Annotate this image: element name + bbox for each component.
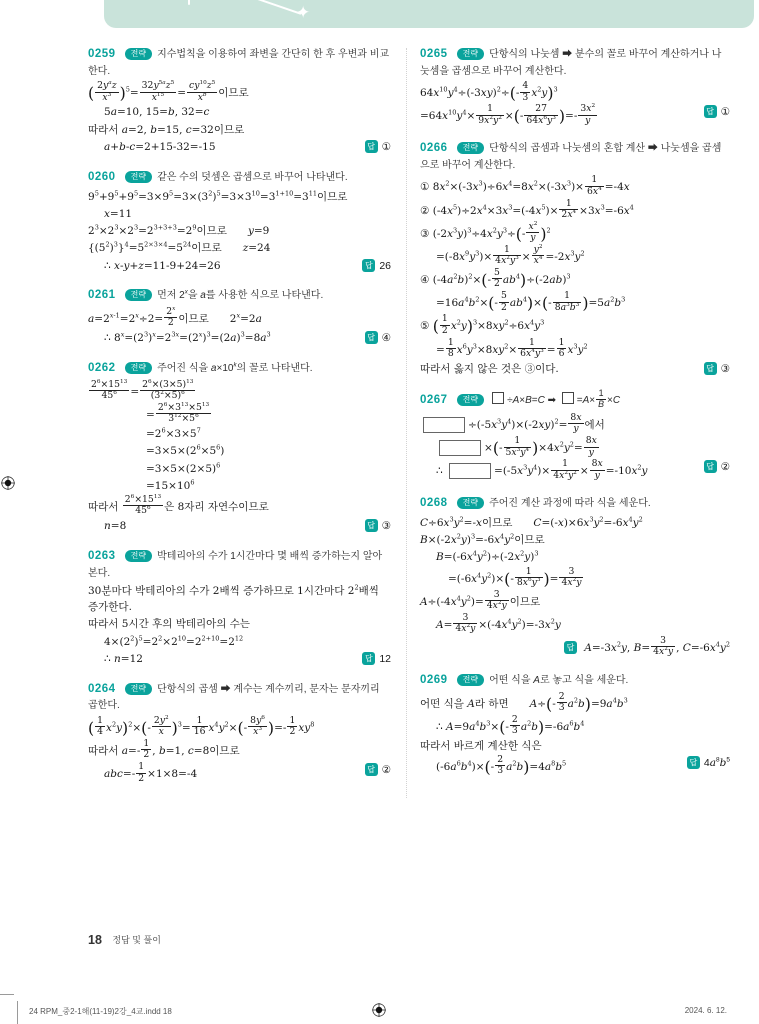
solution-line: $=16a^4b^2\times(-$ $\frac{5}{2}$ $ab^4)\times(-$ $\frac{1}{8a^3b^3}$ )$=5a^2b^3$: [436, 290, 626, 313]
solution-line: ( $\frac{1}{4}$ $x^2y)^2\times(-$ $\frac{2y^2}{x}$ )$^3$= $\frac{1}{16}$ $x^4y^2\times(-$ $\frac{8y^6}{x^3}$ )=- $\frac{1}{2}$ $xy^8$: [88, 714, 315, 738]
solution-line: $2^3\times 2^3\times 2^3=2^{3+3+3}=2^9$이므로 y=9: [88, 223, 270, 238]
problem-0266: [420, 140, 730, 377]
strategy-badge: 전략: [125, 48, 152, 60]
answer: [704, 362, 730, 378]
problem-header: [88, 287, 391, 305]
answer-value: 12: [379, 652, 391, 665]
problem-0265: [420, 46, 730, 127]
solution-line: $A\div(-4x^4y^2)=$ $\frac{3}{4x^2y}$ 이므로: [420, 588, 541, 612]
solution-line: 답 ② ∴ $=(-5x^3y^4)\times$ $\frac{1}{4x^2y^2}$ × $\frac{8x}{y}$ $=-10x^2y$: [436, 458, 730, 481]
answer: [365, 140, 391, 156]
problem-header: [420, 46, 730, 79]
answer: [687, 756, 730, 772]
problem-number: 0266: [420, 142, 448, 155]
page-footer-label: 정답 및 풀이: [112, 935, 161, 945]
solution-line: 따라서 5시간 후의 박테리아의 수는: [88, 618, 251, 631]
strategy-badge: 전략: [125, 362, 152, 374]
solution-line: $4\times(2^2)^5=2^2\times 2^{10}=2^{2+10}=2^{12}$: [104, 634, 244, 648]
answer-line: 답 $A=-3x^2y$, B= $\frac{3}{4x^2y}$ , $C=-6x^4y^2$: [420, 637, 730, 659]
problem-header: [88, 169, 391, 187]
crop-mark-horizontal: [0, 994, 14, 995]
strategy-text: 지수법칙을 이용하여 좌변을 간단히 한 후 우변과 비교한다.: [88, 49, 390, 77]
solution-line: ∴ $A=9a^4b^3\times(-$ $\frac{2}{3}$ $a^2b)=-6a^6b^4$: [436, 713, 585, 737]
problem-number: 0259: [88, 48, 116, 60]
problem-number: 0264: [88, 682, 116, 695]
problem-number: 0263: [88, 550, 116, 563]
strategy-badge: 전략: [457, 497, 484, 509]
problem-number: 0268: [420, 497, 448, 510]
solution-line: $C\div 6x^3y^2=-x$이므로 $C=(-x)\times 6x^3y^2=-6x^4y^2$: [420, 515, 643, 529]
problem-header: [420, 390, 730, 411]
top-decoration-banner: [104, 0, 754, 28]
blank-box: [423, 417, 465, 433]
problem-0261: [88, 287, 391, 347]
solution-line: 따라서 $\frac{2^6\times 15^{13}}{45^6}$ 은 8자리 자연수이므로: [88, 494, 269, 517]
solution-line: $=3\times 5\times(2\times 5)^6$: [146, 461, 221, 475]
answer-badge: 답: [362, 259, 375, 272]
strategy-text: 단항식의 나눗셈 ➡ 분수의 꼴로 바꾸어 계산하거나 나눗셈을 곱셈으로 바꾸어 계산한다.: [420, 49, 722, 77]
solution-line: 답 ① a+b-c=2+15-32=-15: [88, 140, 391, 156]
answer: [362, 652, 391, 668]
solution-line: 따라서 a=- $\frac{1}{2}$ , b=1, c=8이므로: [88, 738, 240, 761]
problem-header: [88, 681, 391, 714]
answer-badge: 답: [704, 105, 717, 118]
solution-line: = $\frac{2^6\times 3^{13}\times 5^{13}}{3^{12}\times 5^6}$: [146, 401, 210, 425]
answer-value: ②: [381, 764, 391, 777]
problem-0262: [88, 360, 391, 535]
problem-header: [88, 548, 391, 581]
strategy-text: 주어진 식을 $a\times 10^k$의 꼴로 나타낸다.: [157, 361, 313, 374]
left-column: [88, 46, 391, 798]
strategy-badge: 전략: [457, 394, 484, 406]
answer-badge: 답: [365, 140, 378, 153]
solution-line: 따라서 바르게 계산한 식은: [420, 739, 542, 752]
solution-line: $=(-8x^9y^3)\times$ $\frac{1}{4x^2y^3}$ × $\frac{y^2}{x^4}$ $=-2x^3y^2$: [436, 243, 585, 267]
solution-line: 답 ③ n=8: [88, 519, 391, 535]
small-square: [492, 392, 504, 404]
problem-number: 0269: [420, 673, 448, 686]
decoration-line-icon: [188, 0, 190, 5]
solution-line: ④ $(-4a^2b)^2\times(-$ $\frac{5}{2}$ $ab^4)\div(-2ab)^3$: [420, 267, 571, 290]
problem-0269: [420, 672, 730, 778]
problem-number: 0267: [420, 394, 448, 407]
strategy-badge: 전략: [457, 142, 484, 154]
solution-line: A= $\frac{3}{4x^2y}$ $\times(-4x^4y^2)=-3x^2y$: [436, 611, 561, 635]
problem-number: 0265: [420, 48, 448, 60]
solution-line: 답 ① $=64x^{10}y^4\times$ $\frac{1}{9x^2y^2}$ ×(- $\frac{27}{64x^6y^3}$ )=- $\frac{3x^2}{y}$: [420, 103, 730, 126]
solution-line: x=11: [104, 207, 133, 220]
answer-badge: 답: [365, 763, 378, 776]
strategy-text: 같은 수의 덧셈은 곱셈으로 바꾸어 나타낸다.: [157, 171, 348, 183]
blank-box: [449, 463, 491, 479]
solution-line: 어떤 식을 A라 하면 A÷(- $\frac{2}{3}$ $a^2b)=9a^4b^3$: [420, 690, 628, 713]
problem-0259: [88, 46, 391, 156]
strategy-badge: 전략: [457, 48, 484, 60]
problem-header: [420, 495, 730, 513]
solution-line: $=3\times 5\times(2^6\times 5^6)$: [146, 443, 225, 458]
problem-number: 0261: [88, 289, 116, 302]
solution-line: 답 $4a^8b^5$ $(-6a^6b^4)\times(-$ $\frac{2}{3}$ $a^2b)=4a^8b^5$: [436, 754, 730, 777]
solution-line: ( $2y^az$ $x^3$ )$^5$= $\frac{32y^{5a}z^5}{x^{15}}$ = $\frac{cy^{10}z^5}{x^b}$ 이므로: [88, 80, 249, 103]
strategy-text: ÷A×B=C ➡ =A× $\frac{1}{B}$ ×C: [489, 395, 620, 406]
answer-badge: 답: [365, 519, 378, 532]
sparkle-star-icon: ✦: [296, 3, 311, 22]
answer-value: 26: [379, 259, 391, 272]
strategy-text: 단항식의 곱셈 ➡ 계수는 계수끼리, 문자는 문자끼리 곱한다.: [88, 683, 380, 712]
answer-badge: 답: [704, 460, 717, 473]
solution-line: $\frac{2^6\times 15^{13}}{45^6}$ = $\frac{2^6\times(3\times 5)^{13}}{(3^2\times 5)^6}$: [91, 378, 194, 402]
solution-line: 답 26 ∴ x-y+z=11-9+24=26: [88, 259, 391, 275]
solution-line: $9^5+9^5+9^5=3\times 9^5=3\times(3^2)^5=3\times 3^{10}=3^{1+10}=3^{11}$이므로: [88, 189, 348, 203]
answer-badge: 답: [362, 652, 375, 665]
page-number: 18: [88, 933, 102, 947]
answer-badge: 답: [704, 362, 717, 375]
solution-line: 답 ③ 따라서 옳지 않은 것은 ③이다.: [420, 362, 730, 378]
strategy-text: 주어진 계산 과정에 따라 식을 세운다.: [489, 498, 651, 510]
solution-line: 답 ④ ∴ $8^x=(2^3)^x=2^{3x}=(2^x)^3=(2a)^3=8a^3$: [88, 331, 391, 347]
problem-number: 0262: [88, 362, 116, 374]
blank-box: [439, 440, 481, 456]
solution-line: 30분마다 박테리아의 수가 2배씩 증가하므로 1시간마다 $2^2$배씩 증가한다.: [88, 583, 379, 614]
crop-mark-vertical: [17, 1001, 18, 1024]
print-file-info: 24 RPM_중2-1해(11-19)2강_4교.indd 18: [29, 1007, 172, 1016]
solution-line: $B=(-6x^4y^2)\div(-2x^2y)^3$: [436, 549, 539, 564]
solution-line: 따라서 a=2, b=15, c=32이므로: [88, 123, 245, 136]
problem-0264: [88, 681, 391, 785]
answer-badge: 답: [564, 641, 577, 654]
answer: [365, 519, 391, 535]
answer: [704, 105, 730, 121]
solution-line: ① $8x^2\times(-3x^3)\div 6x^4=8x^2\times(-3x^3)\times$ $\frac{1}{6x^4}$ =-4x: [420, 174, 630, 197]
answer-badge: 답: [365, 331, 378, 344]
problem-0263: [88, 548, 391, 668]
solutions-content: [88, 46, 730, 798]
strategy-text: 단항식의 곱셈과 나눗셈의 혼합 계산 ➡ 나눗셈을 곱셈으로 바꾸어 계산한다.: [420, 143, 722, 171]
problem-header: [88, 360, 391, 378]
strategy-badge: 전략: [125, 289, 152, 301]
solution-line: ③ $(-2x^3y)^3\div 4x^2y^3\div(-$ $\frac{x^2}{y}$ )$^2$: [420, 220, 551, 244]
registration-mark-bottom: [372, 1003, 386, 1017]
column-divider: [406, 48, 407, 798]
solution-line: = $\frac{1}{8}$ $x^6y^3\times 8xy^2\times$ $\frac{1}{6x^4y^3}$ = $\frac{1}{6}$ $x^3y^2$: [436, 336, 588, 359]
answer-value: $4a^8b^5$: [703, 756, 730, 770]
solution-line: ⑤ ( $\frac{1}{2}$ $x^2y)^3\times 8xy^2\div 6x^4y^3$: [420, 313, 545, 336]
answer-value: ①: [720, 106, 730, 119]
solution-line: $B\times(-2x^2y)^3=-6x^4y^2$이므로: [420, 532, 545, 547]
answer-value: ②: [720, 461, 730, 474]
strategy-text: 먼저 2$^x$을 a를 사용한 식으로 나타낸다.: [157, 288, 324, 302]
solution-line: 답 ② abc=- $\frac{1}{2}$ ×1×8=-4: [104, 761, 391, 784]
problem-header: [420, 672, 730, 690]
strategy-badge: 전략: [125, 550, 152, 562]
strategy-text: 어떤 식을 A로 놓고 식을 세운다.: [489, 674, 629, 686]
strategy-badge: 전략: [125, 683, 152, 695]
answer-value: ③: [381, 520, 391, 533]
page-footer: [88, 933, 161, 947]
problem-header: [88, 46, 391, 79]
solution-line: $\div(-5x^3y^4)\times(-2xy)^2=$ $\frac{8x}{y}$ 에서: [420, 414, 730, 436]
solution-line: $64x^{10}y^4\div(-3xy)^2\div(-$ $\frac{4}{3}$ $x^2y)^3$: [420, 80, 558, 103]
registration-mark-left: [1, 476, 15, 490]
small-square: [562, 392, 574, 404]
right-column: [420, 46, 730, 798]
solution-line: $a=2^{x-1}=2^x\div 2=$ $\frac{2^x}{2}$ 이므로 $2^x=2a$: [88, 306, 262, 329]
solution-line: 5a=10, 15=b, 32=c: [104, 106, 210, 119]
problem-0267: [420, 390, 730, 482]
answer-badge: 답: [687, 756, 700, 769]
answer: [365, 763, 391, 779]
problem-header: [420, 140, 730, 173]
print-date: 2024. 6. 12.: [684, 1006, 727, 1015]
solution-line: ② $(-4x^5)\div 2x^4\times 3x^3=(-4x^5)\times$ $\frac{1}{2x^4}$ $\times 3x^3=-6x^4$: [420, 197, 634, 220]
answer-value: ④: [381, 332, 391, 345]
solution-line: ×(- $\frac{1}{5x^3y^4}$ )$\times 4x^2y^2=$ $\frac{8x}{y}$: [420, 437, 730, 459]
solution-line: $=2^6\times 3\times 5^7$: [146, 426, 201, 441]
solution-line: $=(-6x^4y^2)\times(-$ $\frac{1}{8x^6y^3}$ )= $\frac{3}{4x^2y}$: [448, 565, 582, 588]
strategy-text: 박테리아의 수가 1시간마다 몇 배씩 증가하는지 알아본다.: [88, 551, 383, 579]
answer: [365, 331, 391, 347]
problem-0268: [420, 495, 730, 659]
answer-value: ③: [720, 362, 730, 375]
solution-line: $=15\times 10^6$: [146, 478, 195, 492]
answer-value: ①: [381, 140, 391, 153]
answer: [362, 259, 391, 275]
answer: [704, 460, 730, 476]
problem-0260: [88, 169, 391, 275]
strategy-badge: 전략: [457, 674, 484, 686]
solution-line: $\{(5^2)^3\}^4=5^{2\times 3\times 4}=5^{24}$이므로 z=24: [88, 240, 271, 255]
solution-line: 답 12 ∴ n=12: [88, 652, 391, 668]
strategy-badge: 전략: [125, 171, 152, 183]
problem-number: 0260: [88, 170, 116, 183]
decoration-ray-icon: [252, 0, 302, 15]
